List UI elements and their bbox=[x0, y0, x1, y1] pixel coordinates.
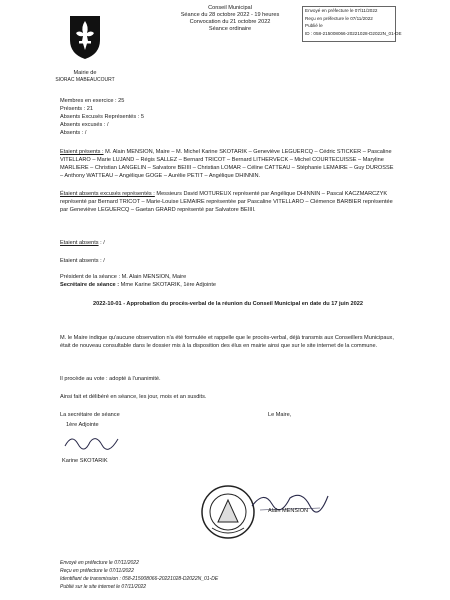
closing-line: Ainsi fait et délibéré en séance, les jour, mois et an susdits. bbox=[60, 394, 207, 400]
council-title: Conseil Municipal bbox=[208, 5, 252, 11]
mayor-name: Alain MENSION bbox=[268, 508, 309, 514]
chair-label: Président de la séance : bbox=[60, 274, 121, 280]
bottom-stamp-line: Reçu en préfecture le 07/11/2022 bbox=[60, 568, 134, 574]
session-line: Séance du 28 octobre 2022 - 19 heures bbox=[180, 12, 280, 18]
stamp-line: Envoyé en préfecture le 07/11/2022 bbox=[305, 8, 378, 13]
stamp-line: Reçu en préfecture le 07/11/2022 bbox=[305, 15, 373, 21]
chair-line bbox=[60, 274, 186, 281]
excused-count: Absents excusés : / bbox=[60, 122, 109, 128]
commune-name: SIORAC MABEAUCOURT bbox=[55, 77, 115, 83]
secretary-sign-title: La secrétaire de séance bbox=[60, 412, 120, 418]
absent-label: Etaient absents bbox=[60, 240, 99, 246]
deliberation-title: 2022-10-01 - Approbation du procès-verbal de la réunion du Conseil Municipal en date du 17 juin 2022 bbox=[93, 301, 363, 307]
secretary-signature bbox=[62, 430, 122, 454]
members-count: Membres en exercice : 25 bbox=[60, 98, 125, 104]
present-count: Présents : 21 bbox=[60, 106, 93, 112]
secretary-sign-role: 1ère Adjointe bbox=[66, 422, 99, 428]
bottom-stamp-line: Identifiant de transmission : 058-215008066-20221028-D2022N_01-DE bbox=[60, 576, 219, 582]
stamp-line: ID : 058-215008066-20221028-D2022N_01-DE bbox=[305, 30, 402, 36]
bottom-stamp-line: Publié sur le site internet le 07/11/2022 bbox=[60, 584, 147, 590]
body-paragraph: M. le Maire indique qu'aucune observation n'a été formulée et rappelle que le procès-verbal, déjà transmis aux Conseillers Municipaux, était de nouveau consultable dans le dossier mis à la disposition des élus en mairie ainsi que sur le site internet de la commune. bbox=[60, 335, 394, 349]
excused-label: Etaient absents : bbox=[60, 258, 102, 264]
present-members-paragraph bbox=[60, 148, 396, 180]
secretary-value: Mme Karine SKOTARIK, 1ère Adjointe bbox=[120, 282, 216, 288]
present-label: Etaient présents : bbox=[60, 149, 104, 155]
town-hall-seal bbox=[200, 484, 256, 540]
stamp-line: Publié le bbox=[305, 23, 323, 28]
excused-line bbox=[60, 258, 105, 265]
fleur-de-lis-crest-icon bbox=[68, 14, 102, 60]
present-members: M. Alain MENSION, Maire – M. Michel Karine SKOTARIK – Geneviève LEGUERCQ – Cédric STICKER – Pascaline VITELLARO – Marie LUJAND – Régis SALLEZ – Bernard TRICOT – Bernard LITHERVECK – Michel COURTECUISSE – Maryline MARLIERE – Christian LANGELIN – Salvatore BEIIII – Christian LOMAR – Céline CATTEAU – Stéphanie LEMAIRE – Guy DUROSSE – Anthony WATTEAU – Angélique GOGE – Aurélie PETIT – Angélique DHINNIN. bbox=[60, 149, 394, 179]
absent-count: Absents : / bbox=[60, 130, 87, 136]
chair-value: M. Alain MENSION, Maire bbox=[121, 274, 187, 280]
convocation-line: Convocation du 21 octobre 2022 bbox=[189, 19, 271, 25]
represented-members-paragraph bbox=[60, 190, 396, 214]
absent-line bbox=[60, 240, 105, 247]
mayor-title: Le Maire, bbox=[268, 412, 292, 418]
prefecture-stamp-box bbox=[302, 6, 402, 42]
represented-members: Messieurs David MOTUREUX représenté par Angélique DHINNIN – Pascal KACZMARCZYK représenté par Bernard TRICOT – Marie-Louise LEMAIRE représentée par Pascaline VITELLARO – Clémence BARBIER représentée par Geneviève LEGUERCQ – Gaetan GRARD représenté par Salvatore BEIIII. bbox=[60, 191, 393, 213]
excused-value: / bbox=[103, 258, 105, 264]
commune-label: Mairie de bbox=[73, 70, 97, 76]
absent-value: : / bbox=[100, 240, 105, 246]
session-type: Séance ordinaire bbox=[208, 26, 252, 32]
secretary-sign-name: Karine SKOTARIK bbox=[62, 458, 108, 464]
vote-line: Il procède au vote : adopté à l'unanimité. bbox=[60, 376, 161, 382]
secretary-line bbox=[60, 282, 216, 289]
represented-label: Étaient absents excusés représentés : bbox=[60, 191, 155, 197]
secretary-label: Secrétaire de séance : bbox=[60, 282, 120, 288]
bottom-stamp-line: Envoyé en préfecture le 07/11/2022 bbox=[60, 560, 139, 566]
represented-count: Absents Excusés Représentés : 5 bbox=[60, 114, 144, 120]
